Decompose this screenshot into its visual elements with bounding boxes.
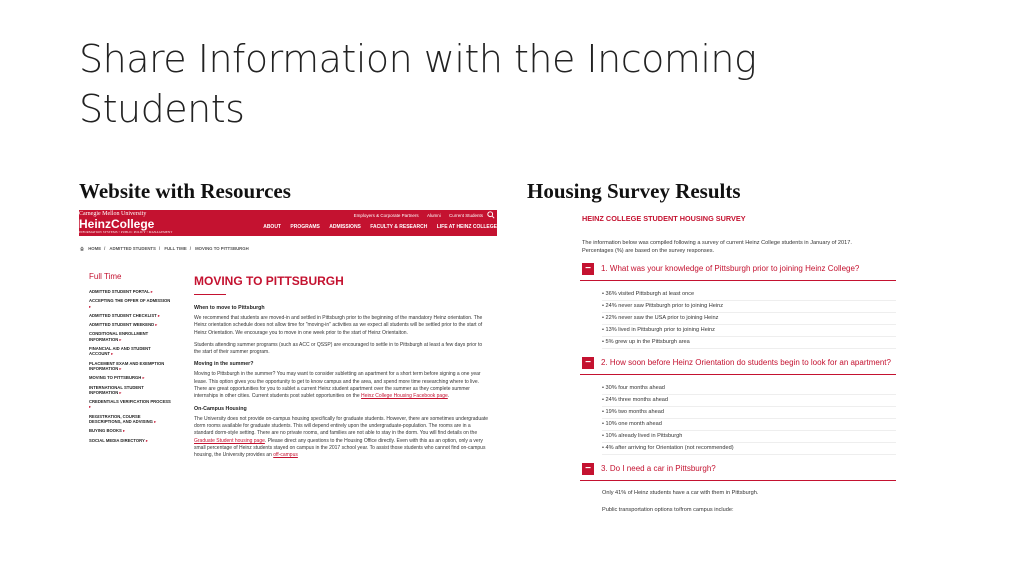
breadcrumb-home[interactable]: HOME (88, 246, 102, 251)
sidebar-title: Full Time (89, 272, 122, 281)
breadcrumb: HOME / ADMITTED STUDENTS / FULL TIME / MOVING TO PITTSBURGH (79, 236, 497, 258)
home-icon[interactable] (79, 246, 85, 251)
sidebar-item[interactable]: CREDENTIALS VERIFICATION PROCESS ▸ (89, 399, 171, 410)
question-2-text[interactable]: 2. How soon before Heinz Orientation do students begin to look for an apartment? (601, 358, 891, 367)
breadcrumb-admitted[interactable]: ADMITTED STUDENTS (109, 246, 156, 251)
paragraph-moving-summer: Moving to Pittsburgh in the summer? You may want to consider subletting an apartment for a short term before signing a one year lease. This option gives you the opportunity to get to know campus and the area, and spend more time researching where to live. There are great opportunities for you to sublet a current Heinz student apartment over the summer as they complete summer internships in other cities. Current students post sublet opportunities on the Heinz College Housing Facebook page. (194, 371, 481, 400)
answer-item: • 13% lived in Pittsburgh prior to joining Heinz (602, 325, 896, 337)
sidebar-item[interactable]: SOCIAL MEDIA DIRECTORY ▸ (89, 438, 171, 443)
heading-when-to-move: When to move to Pittsburgh (194, 305, 265, 311)
answer-item: • 22% never saw the USA prior to joining Heinz (602, 313, 896, 325)
sidebar-item[interactable]: ADMITTED STUDENT PORTAL ▸ (89, 289, 171, 294)
utility-nav (347, 213, 483, 218)
article-title: MOVING TO PITTSBURGH (194, 274, 344, 288)
answer-item: • 4% after arriving for Orientation (not recommended) (602, 443, 896, 455)
breadcrumb-current: MOVING TO PITTSBURGH (195, 246, 249, 251)
nav-about[interactable]: ABOUT (263, 224, 281, 230)
sidebar-item-moving[interactable]: MOVING TO PITTSBURGH ▸ (89, 375, 171, 380)
sidebar-item[interactable]: ADMITTED STUDENT WEEKEND ▸ (89, 322, 171, 327)
answer-item: • 36% visited Pittsburgh at least once (602, 289, 896, 301)
question-2[interactable] (580, 357, 896, 375)
survey-screenshot (580, 210, 896, 520)
utility-link-alumni[interactable]: Alumni (426, 213, 441, 218)
right-column-heading: Housing Survey Results (527, 179, 741, 203)
nav-life-at-heinz[interactable]: LIFE AT HEINZ COLLEGE (436, 224, 497, 230)
left-column-heading: Website with Resources (79, 179, 291, 203)
website-screenshot (79, 210, 497, 520)
site-header (79, 210, 497, 236)
paragraph-on-campus: The University does not provide on-campus housing specifically for graduate students. However, there are sometimes undergraduate dorm rooms available for graduate students. This will depend entirely upon the undergraduate-population. The rooms are in a standard dorm-style setting. There are no private rooms, and families are not able to stay in the dorm. You will find details on the Graduate Student housing page. Please direct any questions to the Housing Office directly. Even with this as an option, only a very small percentage of Heinz students stayed on campus in the 2017 school year. To assist those students who cannot find on-campus housing, the University provides an off-campus (194, 415, 489, 459)
sidebar-item[interactable]: FINANCIAL AID AND STUDENT ACCOUNT ▸ (89, 346, 171, 357)
answer-item: • 5% grew up in the Pittsburgh area (602, 337, 896, 349)
collapse-icon[interactable]: − (582, 263, 594, 275)
slide-title (79, 34, 939, 134)
sidebar-item[interactable]: REGISTRATION, COURSE DESCRIPTIONS, AND ADVISING ▸ (89, 414, 171, 425)
nav-programs[interactable]: PROGRAMS (290, 224, 320, 230)
answer-item: • 24% three months ahead (602, 395, 896, 407)
question-3-paragraph: Only 41% of Heinz students have a car with them in Pittsburgh. (602, 490, 759, 496)
utility-link-current-students[interactable]: Current Students (448, 213, 483, 218)
paragraph-summer-programs: Students attending summer programs (such as ACC or QSSP) are encouraged to settle in to Pittsburgh at least a few days prior to the start of their summer program. (194, 341, 483, 356)
survey-intro: The information below was compiled following a survey of current Heinz College students in January of 2017. Percentages (%) are based on the survey responses. (582, 240, 852, 254)
sidebar-item[interactable]: ACCEPTING THE OFFER OF ADMISSION ▸ (89, 298, 171, 309)
nav-admissions[interactable]: ADMISSIONS (329, 224, 361, 230)
paragraph-when-to-move: We recommend that students are moved-in and settled in Pittsburgh prior to the beginning of the mandatory Heinz orientation. The Heinz orientation schedule does not allow time for "moving-in" activities as we expect all students will be settled prior to the start of Heinz Orientation. We encourage you to move in one week prior to the start of Heinz Orientaiton. (194, 315, 483, 336)
off-campus-link[interactable]: off-campus (273, 452, 298, 459)
sidebar-item[interactable]: CONDITIONAL ENROLLMENT INFORMATION ▸ (89, 331, 171, 342)
question-1[interactable] (580, 263, 896, 281)
heading-on-campus: On-Campus Housing (194, 405, 247, 412)
sidebar-item[interactable]: ADMITTED STUDENT CHECKLIST ▸ (89, 313, 171, 318)
question-2-answers (602, 383, 896, 455)
graduate-housing-link[interactable]: Graduate Student housing page (194, 437, 265, 444)
answer-item: • 30% four months ahead (602, 383, 896, 395)
heinz-college-logo[interactable]: Carnegie Mellon University HeinzCollege INFORMATION SYSTEMS • PUBLIC POLICY • MANAGEMENT (79, 211, 173, 234)
question-1-text[interactable]: 1. What was your knowledge of Pittsburgh prior to joining Heinz College? (601, 264, 860, 273)
survey-title: HEINZ COLLEGE STUDENT HOUSING SURVEY (582, 214, 746, 223)
collapse-icon[interactable]: − (582, 357, 594, 369)
heading-moving-summer: Moving in the summer? (194, 361, 254, 368)
answer-item: • 24% never saw Pittsburgh prior to joining Heinz (602, 301, 896, 313)
nav-faculty-research[interactable]: FACULTY & RESEARCH (370, 224, 428, 230)
breadcrumb-full-time[interactable]: FULL TIME (164, 246, 187, 251)
sidebar-item[interactable]: PLACEMENT EXAM AND EXEMPTION INFORMATION ▸ (89, 361, 171, 372)
question-3-paragraph: Public transportation options to/from campus include: (602, 507, 734, 513)
question-3[interactable] (580, 463, 896, 481)
slide-title-line-1: Share Information with the Incoming (79, 37, 757, 81)
main-nav (255, 224, 497, 230)
question-1-answers (602, 289, 896, 349)
answer-item: • 10% one month ahead (602, 419, 896, 431)
sidebar-item[interactable]: INTERNATIONAL STUDENT INFORMATION ▸ (89, 385, 171, 396)
article (194, 270, 489, 464)
answer-item: • 19% two months ahead (602, 407, 896, 419)
question-3-text[interactable]: 3. Do I need a car in Pittsburgh? (601, 464, 716, 473)
collapse-icon[interactable]: − (582, 463, 594, 475)
utility-link-employers[interactable]: Employers & Corporate Partners (353, 213, 419, 218)
slide-title-line-2: Students (79, 87, 245, 131)
sidebar (79, 262, 187, 447)
answer-item: • 10% already lived in Pittsburgh (602, 431, 896, 443)
facebook-housing-link[interactable]: Heinz College Housing Facebook page (361, 393, 448, 400)
question-3-body (602, 489, 896, 514)
title-underline (194, 294, 226, 295)
sidebar-item[interactable]: BUYING BOOKS ▸ (89, 428, 171, 433)
search-icon[interactable] (487, 211, 495, 219)
